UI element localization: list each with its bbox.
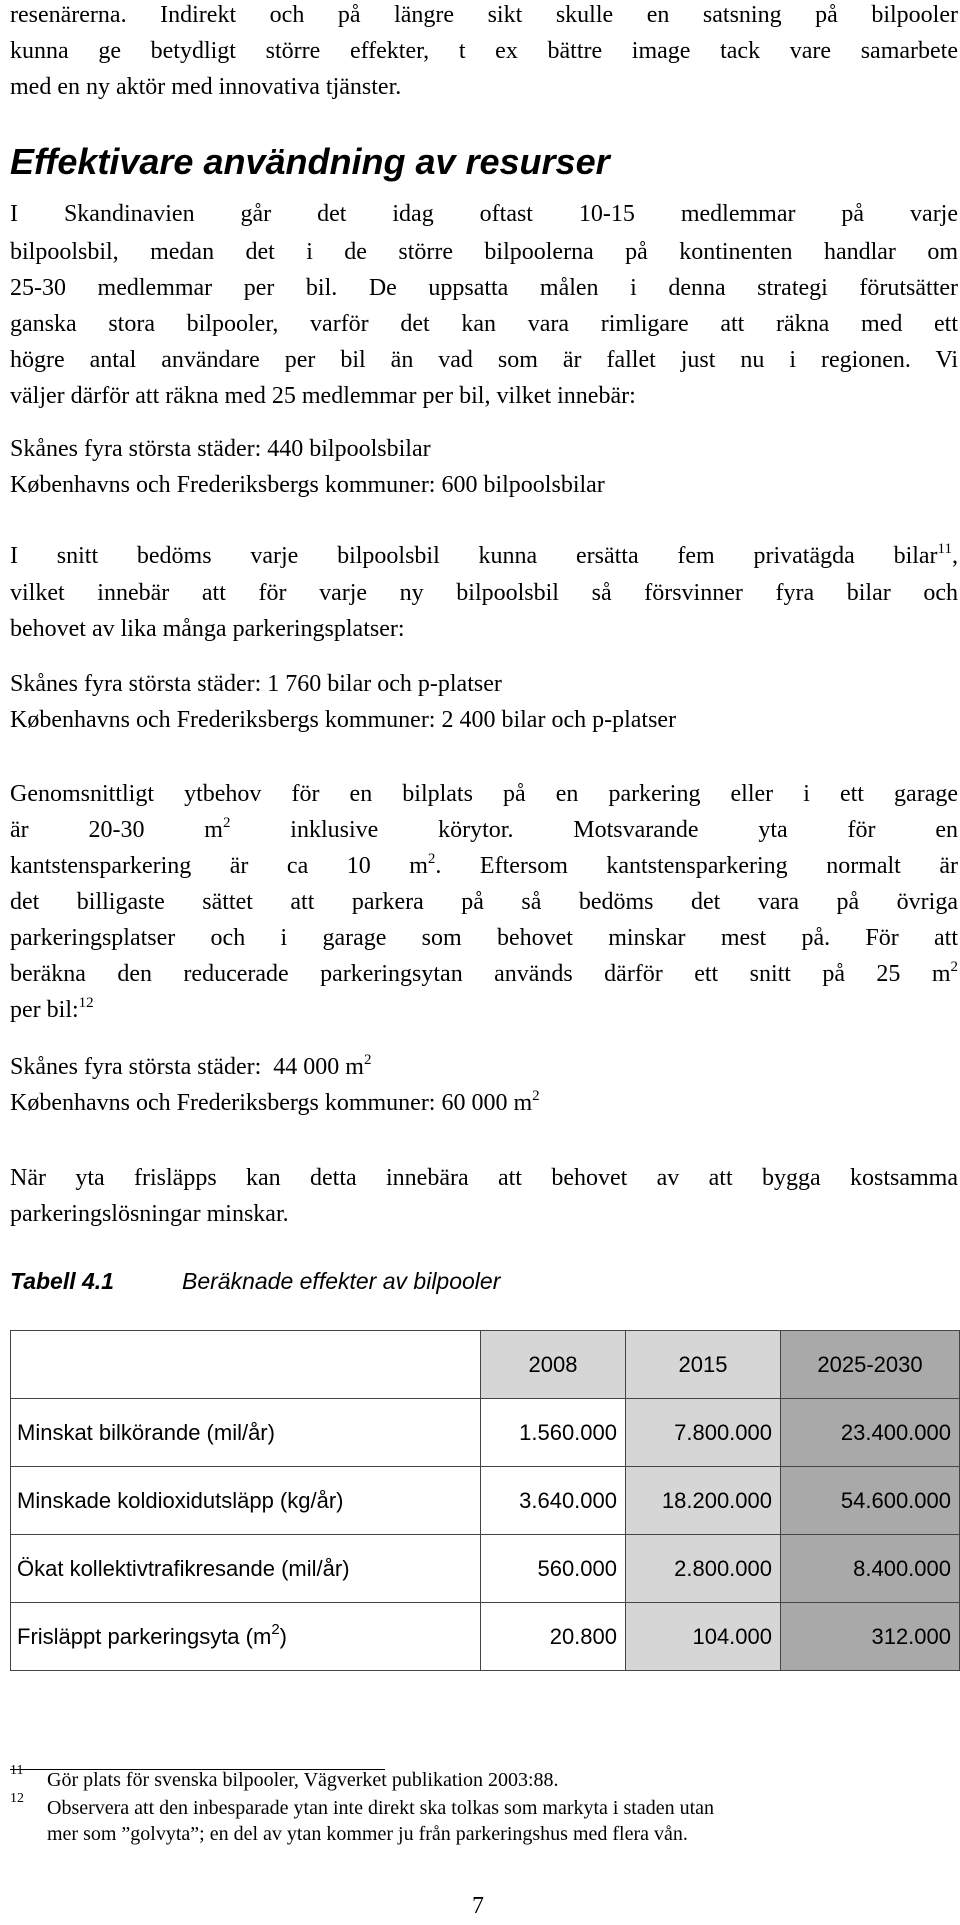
- footnote-11-mark: 11: [10, 1763, 24, 1778]
- para2-line-3: behovet av lika många parkeringsplatser:: [10, 616, 405, 642]
- para3-line-1: Genomsnittligt ytbehov för en bilplats på en parkering eller i ett garage: [10, 781, 958, 807]
- table-row: [11, 1535, 960, 1603]
- cell-2008: 1.560.000: [481, 1399, 626, 1467]
- footnote-12-text-line-2: mer som ”golvyta”; en del av ytan kommer ju från parkeringshus med flera vån.: [47, 1823, 688, 1845]
- row-label: Ökat kollektivtrafikresande (mil/år): [11, 1535, 481, 1603]
- page-number: 7: [472, 1893, 484, 1919]
- cell-2015: 104.000: [626, 1603, 781, 1671]
- para3-line-2: är 20-30 $m^2$ inklusive körytor. Motsvarande yta för en: [10, 815, 959, 843]
- para4-line-2: parkeringslösningar minskar.: [10, 1201, 289, 1227]
- intro-line-2: kunna ge betydligt större effekter, t ex bättre image tack vare samarbete: [10, 38, 958, 64]
- row-label: Minskade koldioxidutsläpp (kg/år): [11, 1467, 481, 1535]
- list2-item-1: Skånes fyra största städer: 1 760 bilar och p-platser: [10, 671, 502, 697]
- para3-line-3: kantstensparkering är ca 10 $m^2$. Eftersom kantstensparkering normalt är: [10, 851, 958, 879]
- footnote-11-text: Gör plats för svenska bilpooler, Vägverket publikation 2003:88.: [47, 1769, 559, 1791]
- para1-line-4: ganska stora bilpooler, varför det kan vara rimligare att räkna med ett: [10, 311, 958, 337]
- list1-item-1: Skånes fyra största städer: 440 bilpoolsbilar: [10, 436, 431, 462]
- para2-line-1: I snitt bedöms varje bilpoolsbil kunna ersätta fem privatägda bilar$^{11}$,: [10, 541, 958, 569]
- effects-table: [10, 1330, 960, 1671]
- list1-item-2: Københavns och Frederiksbergs kommuner: 600 bilpoolsbilar: [10, 472, 605, 498]
- cell-2015: 18.200.000: [626, 1467, 781, 1535]
- header-2025-2030: 2025-2030: [781, 1331, 960, 1399]
- para3-line-6: beräkna den reducerade parkeringsytan används därför ett snitt på 25 $m^2$: [10, 959, 958, 987]
- footnote-12-mark: 12: [10, 1791, 24, 1806]
- row-label: Frisläppt parkeringsyta $(m^2)$: [11, 1603, 481, 1671]
- intro-line-1: resenärerna. Indirekt och på längre sikt skulle en satsning på bilpooler: [10, 2, 958, 28]
- table-title: Beräknade effekter av bilpooler: [182, 1268, 501, 1294]
- intro-line-3: med en ny aktör med innovativa tjänster.: [10, 74, 402, 100]
- header-blank-cell: [11, 1331, 481, 1399]
- cell-2025-2030: 23.400.000: [781, 1399, 960, 1467]
- table-row: [11, 1603, 960, 1671]
- para1-line-5: högre antal användare per bil än vad som är fallet just nu i regionen. Vi: [10, 347, 958, 373]
- table-row: [11, 1467, 960, 1535]
- para3-line-7: per bil:$^{12}$: [10, 995, 94, 1023]
- section-heading: Effektivare användning av resurser: [10, 141, 610, 182]
- header-2008: 2008: [481, 1331, 626, 1399]
- cell-2025-2030: 54.600.000: [781, 1467, 960, 1535]
- para4-line-1: När yta frisläpps kan detta innebära att behovet av att bygga kostsamma: [10, 1165, 958, 1191]
- cell-2008: 3.640.000: [481, 1467, 626, 1535]
- cell-2008: 560.000: [481, 1535, 626, 1603]
- cell-2015: 7.800.000: [626, 1399, 781, 1467]
- row-label: Minskat bilkörande (mil/år): [11, 1399, 481, 1467]
- table-label: Tabell 4.1: [10, 1268, 114, 1294]
- footnote-12-text-line-1: Observera att den inbesparade ytan inte direkt ska tolkas som markyta i staden utan: [47, 1797, 715, 1819]
- para2-line-2: vilket innebär att för varje ny bilpoolsbil så försvinner fyra bilar och: [10, 580, 958, 606]
- cell-2008: 20.800: [481, 1603, 626, 1671]
- para3-line-4: det billigaste sättet att parkera på så bedöms det vara på övriga: [10, 889, 958, 915]
- cell-2015: 2.800.000: [626, 1535, 781, 1603]
- list3-item-2: Københavns och Frederiksbergs kommuner: 60 000 $m^2$: [10, 1088, 540, 1116]
- para1-line-3: 25-30 medlemmar per bil. De uppsatta målen i denna strategi förutsätter: [10, 275, 958, 301]
- para3-line-5: parkeringsplatser och i garage som behovet minskar mest på. För att: [10, 925, 958, 951]
- para1-line-1: I Skandinavien går det idag oftast 10-15 medlemmar på varje: [10, 201, 958, 227]
- table-row: [11, 1399, 960, 1467]
- para1-line-6: väljer därför att räkna med 25 medlemmar per bil, vilket innebär:: [10, 383, 636, 409]
- table-header-row: [11, 1331, 960, 1399]
- cell-2025-2030: 8.400.000: [781, 1535, 960, 1603]
- header-2015: 2015: [626, 1331, 781, 1399]
- cell-2025-2030: 312.000: [781, 1603, 960, 1671]
- list3-item-1: Skånes fyra största städer: 44 000 $m^2$: [10, 1052, 372, 1080]
- para1-line-2: bilpoolsbil, medan det i de större bilpoolerna på kontinenten handlar om: [10, 239, 958, 265]
- list2-item-2: Københavns och Frederiksbergs kommuner: 2 400 bilar och p-platser: [10, 707, 677, 733]
